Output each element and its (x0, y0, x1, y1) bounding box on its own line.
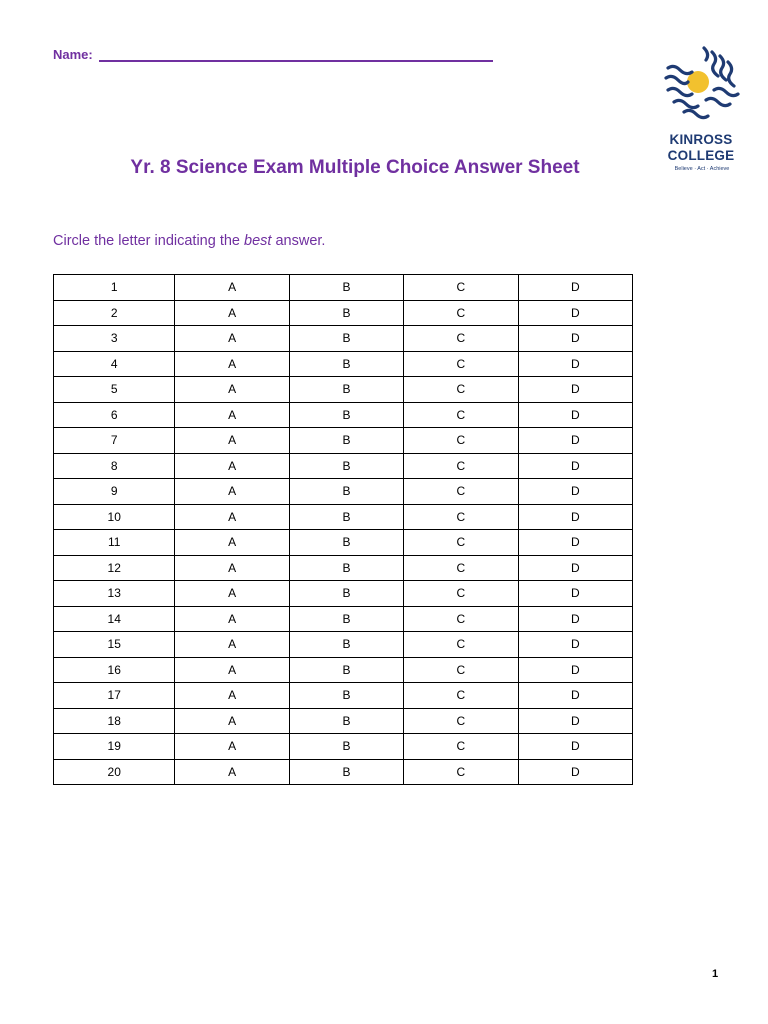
answer-option-b[interactable]: B (289, 632, 403, 658)
table-row (54, 377, 633, 403)
answer-option-d[interactable]: D (518, 530, 632, 556)
answer-option-c[interactable]: C (404, 657, 518, 683)
table-row (54, 300, 633, 326)
answer-option-b[interactable]: B (289, 453, 403, 479)
question-number: 16 (54, 657, 175, 683)
question-number: 20 (54, 759, 175, 785)
answer-option-a[interactable]: A (175, 300, 289, 326)
answer-option-a[interactable]: A (175, 606, 289, 632)
answer-option-d[interactable]: D (518, 326, 632, 352)
answer-option-b[interactable]: B (289, 504, 403, 530)
answer-option-d[interactable]: D (518, 504, 632, 530)
answer-option-c[interactable]: C (404, 555, 518, 581)
answer-option-b[interactable]: B (289, 759, 403, 785)
answer-option-a[interactable]: A (175, 351, 289, 377)
question-number: 18 (54, 708, 175, 734)
answer-option-a[interactable]: A (175, 402, 289, 428)
answer-option-b[interactable]: B (289, 377, 403, 403)
question-number: 14 (54, 606, 175, 632)
answer-option-c[interactable]: C (404, 734, 518, 760)
question-number: 17 (54, 683, 175, 709)
answer-option-a[interactable]: A (175, 428, 289, 454)
table-row (54, 683, 633, 709)
answer-option-c[interactable]: C (404, 275, 518, 301)
answer-option-d[interactable]: D (518, 402, 632, 428)
answer-option-d[interactable]: D (518, 351, 632, 377)
answer-option-a[interactable]: A (175, 632, 289, 658)
question-number: 12 (54, 555, 175, 581)
answer-option-d[interactable]: D (518, 275, 632, 301)
question-number: 9 (54, 479, 175, 505)
answer-option-c[interactable]: C (404, 581, 518, 607)
answer-option-b[interactable]: B (289, 683, 403, 709)
answer-option-c[interactable]: C (404, 606, 518, 632)
answer-option-d[interactable]: D (518, 377, 632, 403)
question-number: 15 (54, 632, 175, 658)
table-row (54, 351, 633, 377)
answer-option-a[interactable]: A (175, 377, 289, 403)
table-row (54, 275, 633, 301)
answer-option-b[interactable]: B (289, 657, 403, 683)
answer-option-c[interactable]: C (404, 632, 518, 658)
question-number: 7 (54, 428, 175, 454)
answer-option-a[interactable]: A (175, 326, 289, 352)
table-row (54, 581, 633, 607)
answer-option-b[interactable]: B (289, 326, 403, 352)
answer-option-b[interactable]: B (289, 555, 403, 581)
answer-table (53, 274, 633, 785)
answer-option-d[interactable]: D (518, 300, 632, 326)
question-number: 5 (54, 377, 175, 403)
answer-option-d[interactable]: D (518, 479, 632, 505)
instruction-text-end: answer. (271, 233, 326, 249)
answer-option-b[interactable]: B (289, 402, 403, 428)
answer-option-a[interactable]: A (175, 479, 289, 505)
answer-option-b[interactable]: B (289, 479, 403, 505)
table-row (54, 708, 633, 734)
answer-option-b[interactable]: B (289, 708, 403, 734)
answer-option-b[interactable]: B (289, 530, 403, 556)
answer-option-b[interactable]: B (289, 428, 403, 454)
table-row (54, 453, 633, 479)
answer-option-a[interactable]: A (175, 581, 289, 607)
answer-option-a[interactable]: A (175, 708, 289, 734)
answer-option-d[interactable]: D (518, 759, 632, 785)
table-row (54, 479, 633, 505)
instruction-emphasis: best (244, 233, 272, 249)
answer-option-c[interactable]: C (404, 504, 518, 530)
answer-option-d[interactable]: D (518, 606, 632, 632)
answer-option-a[interactable]: A (175, 759, 289, 785)
answer-option-c[interactable]: C (404, 683, 518, 709)
answer-option-a[interactable]: A (175, 657, 289, 683)
answer-table-body (54, 275, 633, 785)
answer-option-d[interactable]: D (518, 632, 632, 658)
question-number: 10 (54, 504, 175, 530)
answer-option-b[interactable]: B (289, 351, 403, 377)
answer-option-a[interactable]: A (175, 555, 289, 581)
table-row (54, 632, 633, 658)
answer-option-d[interactable]: D (518, 581, 632, 607)
question-number: 13 (54, 581, 175, 607)
instructions (53, 233, 325, 249)
question-number: 11 (54, 530, 175, 556)
answer-option-d[interactable]: D (518, 708, 632, 734)
question-number: 6 (54, 402, 175, 428)
answer-option-b[interactable]: B (289, 734, 403, 760)
page-number: 1 (712, 968, 719, 980)
answer-option-c[interactable]: C (404, 300, 518, 326)
table-row (54, 530, 633, 556)
answer-option-d[interactable]: D (518, 657, 632, 683)
answer-option-a[interactable]: A (175, 504, 289, 530)
table-row (54, 606, 633, 632)
logo-motto: Believe · Act · Achieve (674, 166, 730, 172)
page-title: Yr. 8 Science Exam Multiple Choice Answer Sheet (130, 157, 580, 178)
table-row (54, 326, 633, 352)
answer-option-c[interactable]: C (404, 530, 518, 556)
question-number: 3 (54, 326, 175, 352)
table-row (54, 504, 633, 530)
name-field-line[interactable] (99, 46, 493, 62)
answer-option-a[interactable]: A (175, 530, 289, 556)
answer-option-d[interactable]: D (518, 734, 632, 760)
question-number: 2 (54, 300, 175, 326)
answer-option-d[interactable]: D (518, 555, 632, 581)
answer-option-b[interactable]: B (289, 606, 403, 632)
answer-option-b[interactable]: B (289, 300, 403, 326)
question-number: 1 (54, 275, 175, 301)
table-row (54, 428, 633, 454)
answer-option-c[interactable]: C (404, 402, 518, 428)
instruction-text-start: Circle the letter indicating the (53, 233, 245, 249)
answer-option-c[interactable]: C (404, 453, 518, 479)
answer-option-a[interactable]: A (175, 683, 289, 709)
answer-option-d[interactable]: D (518, 428, 632, 454)
table-row (54, 402, 633, 428)
logo-text-college: COLLEGE (667, 148, 735, 163)
answer-option-a[interactable]: A (175, 275, 289, 301)
answer-option-b[interactable]: B (289, 581, 403, 607)
table-row (54, 555, 633, 581)
answer-option-c[interactable]: C (404, 479, 518, 505)
answer-option-c[interactable]: C (404, 428, 518, 454)
answer-option-c[interactable]: C (404, 708, 518, 734)
logo-text-kinross: KINROSS (669, 132, 733, 147)
answer-option-d[interactable]: D (518, 683, 632, 709)
table-row (54, 759, 633, 785)
answer-option-d[interactable]: D (518, 453, 632, 479)
answer-option-b[interactable]: B (289, 275, 403, 301)
question-number: 8 (54, 453, 175, 479)
answer-option-c[interactable]: C (404, 326, 518, 352)
name-field-row (53, 46, 493, 62)
question-number: 4 (54, 351, 175, 377)
table-row (54, 734, 633, 760)
table-row (54, 657, 633, 683)
answer-option-a[interactable]: A (175, 734, 289, 760)
sun-waves-emblem-icon (660, 44, 742, 130)
answer-option-c[interactable]: C (404, 759, 518, 785)
answer-option-a[interactable]: A (175, 453, 289, 479)
answer-option-c[interactable]: C (404, 377, 518, 403)
question-number: 19 (54, 734, 175, 760)
answer-option-c[interactable]: C (404, 351, 518, 377)
name-label: Name: (53, 47, 93, 62)
